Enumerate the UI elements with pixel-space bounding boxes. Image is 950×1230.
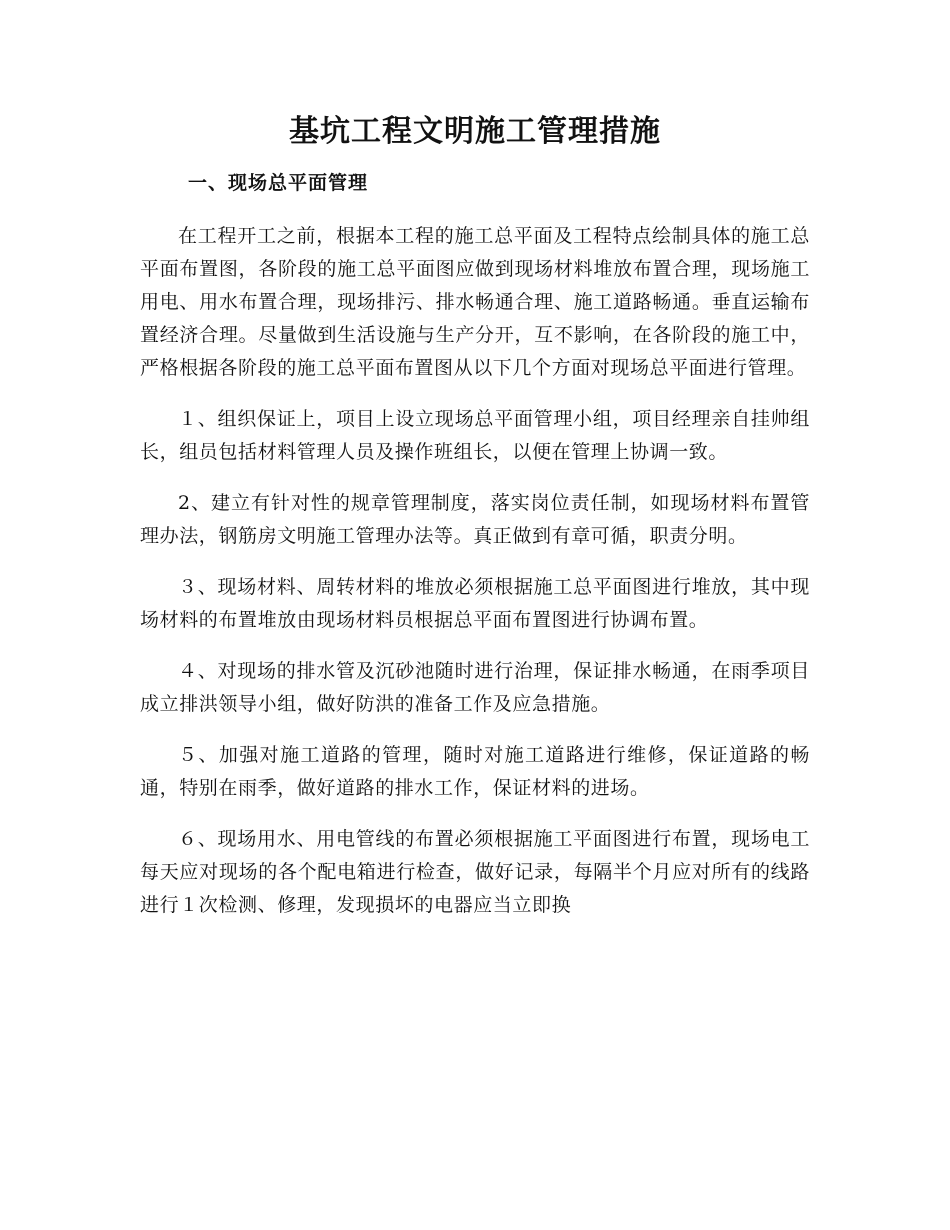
paragraph-item-6: ６、现场用水、用电管线的布置必须根据施工平面图进行布置，现场电工每天应对现场的各个配电箱进行检查，做好记录，每隔半个月应对所有的线路进行１次检测、修理，发现损坏的电器应当立即换 — [140, 828, 810, 916]
section-heading: 一、现场总平面管理 — [188, 172, 369, 194]
paragraph-item-1: １、组织保证上，项目上设立现场总平面管理小组，项目经理亲自挂帅组长，组员包括材料管理人员及操作班组长，以便在管理上协调一致。 — [140, 408, 810, 463]
document-body — [140, 220, 810, 940]
paragraph-item-2: 2、建立有针对性的规章管理制度，落实岗位责任制，如现场材料布置管理办法，钢筋房文明施工管理办法等。真正做到有章可循，职责分明。 — [140, 492, 810, 547]
paragraph-item-5: ５、加强对施工道路的管理，随时对施工道路进行维修，保证道路的畅通，特别在雨季，做好道路的排水工作，保证材料的进场。 — [140, 744, 810, 799]
paragraph-item-4: ４、对现场的排水管及沉砂池随时进行治理，保证排水畅通，在雨季项目成立排洪领导小组，做好防洪的准备工作及应急措施。 — [140, 660, 810, 715]
paragraph-item-3: ３、现场材料、周转材料的堆放必须根据施工总平面图进行堆放，其中现场材料的布置堆放由现场材料员根据总平面布置图进行协调布置。 — [140, 576, 810, 631]
document-title: 基坑工程文明施工管理措施 — [289, 114, 661, 149]
paragraph-intro: 在工程开工之前，根据本工程的施工总平面及工程特点绘制具体的施工总平面布置图，各阶段的施工总平面图应做到现场材料堆放布置合理，现场施工用电、用水布置合理，现场排污、排水畅通合理、施工道路畅通。垂直运输布置经济合理。尽量做到生活设施与生产分开，互不影响，在各阶段的施工中，严格根据各阶段的施工总平面布置图从以下几个方面对现场总平面进行管理。 — [140, 225, 810, 379]
